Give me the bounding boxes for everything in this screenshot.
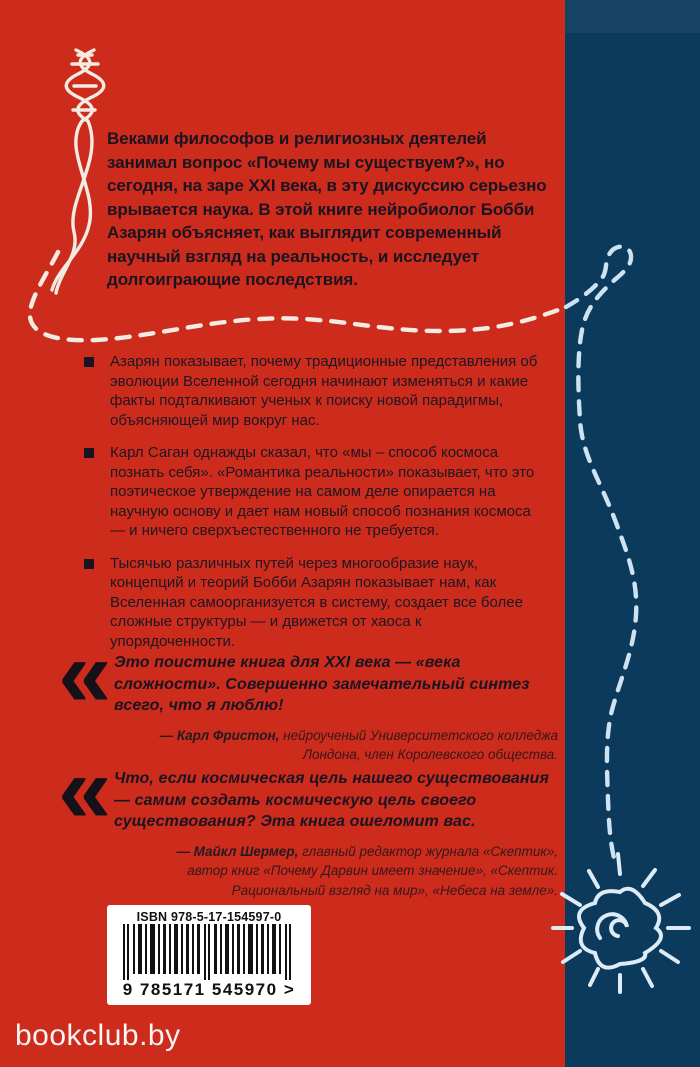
bullet-square-icon: [84, 357, 94, 367]
strip-top-sheen: [565, 0, 700, 33]
bullet-text: Карл Саган однажды сказал, что «мы – способ космоса познать себя». «Романтика реальности» показывает, что это поэтическое утверждение на самом деле опирается на научную основу и дает нам новый способ познания космоса — и ничего сверхъестественного не требуется.: [110, 444, 535, 539]
bullet-square-icon: [84, 559, 94, 569]
isbn-label: ISBN 978-5-17-154597-0: [136, 910, 282, 924]
blue-side-strip: [565, 0, 700, 1067]
bullet-item: [84, 352, 562, 430]
quote-block: [58, 620, 558, 765]
intro-paragraph: Веками философов и религиозных деятелей занимал вопрос «Почему мы существуем?», но сегодня, на заре XXI века, в эту дискуссию серьезно врывается наука. В этой книге нейробиолог Бобби Азарян объясняет, как выглядит современный научный взгляд на реальность, и исследует долгоиграющие последствия.: [107, 129, 547, 289]
bullet-list: [84, 352, 562, 664]
attribution-role: нейроученый Университетского колледжа Лондона, член Королевского общества.: [283, 727, 558, 762]
attribution-role: главный редактор журнала «Скептик», автор книг «Почему Дарвин имеет значение», «Скептик. Рациональный взгляд на мир», «Небеса на земле».: [187, 843, 558, 898]
quote-mark-icon: «: [58, 620, 106, 727]
isbn-box: [107, 905, 311, 1005]
bullet-text: Азарян показывает, почему традиционные представления об эволюции Вселенной сегодня начинают изменяться и какие факты подталкивают ученых к поиску новой парадигмы, объясняющей мир вокруг нас.: [110, 353, 538, 429]
barcode-digits: 9 785171 545970 >: [122, 980, 296, 999]
dna-doodle-icon: [52, 50, 104, 293]
bullet-text: Тысячью различных путей через многообразие наук, концепций и теорий Бобби Азарян показывает нам, как Вселенная самоорганизуется в систему, создает все более сложные структуры — и движется от хаоса к упорядоченности.: [110, 554, 523, 650]
quote-mark-icon: «: [58, 736, 106, 843]
quote-text: Что, если космическая цель нашего существования — самим создать космическую цель своего существования? Эта книга ошеломит вас.: [114, 770, 550, 830]
site-watermark: bookclub.by: [15, 1019, 181, 1052]
attribution-name: — Карл Фристон,: [159, 727, 280, 743]
bullet-item: [84, 443, 562, 541]
quote-attribution: [138, 842, 558, 901]
quote-attribution: [138, 726, 558, 765]
barcode-icon: [119, 924, 299, 980]
quote-text: Это поистине книга для XXI века — «века сложности». Совершенно замечательный синтез всего, что я люблю!: [114, 654, 530, 714]
bullet-square-icon: [84, 448, 94, 458]
bullet-item: [84, 554, 562, 652]
attribution-name: — Майкл Шермер,: [176, 843, 299, 859]
